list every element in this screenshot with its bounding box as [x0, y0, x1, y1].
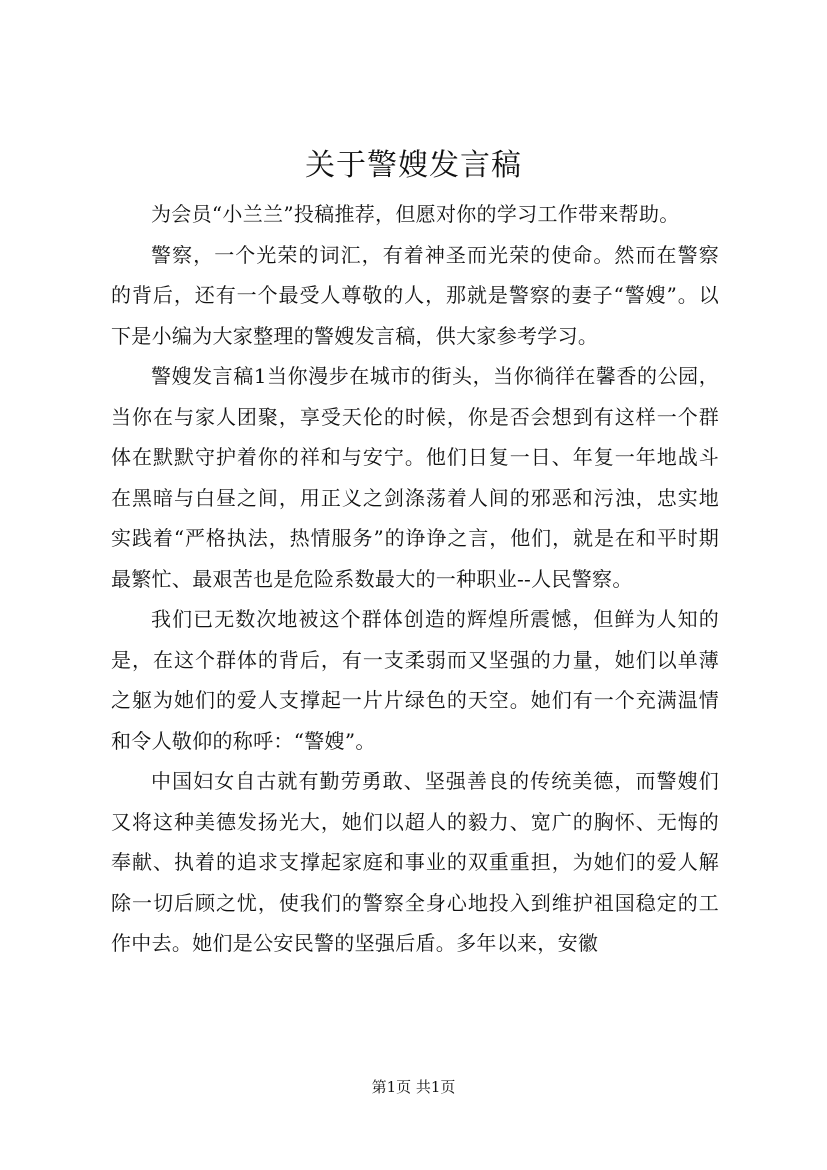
paragraph-women-virtue: 中国妇女自古就有勤劳勇敢、坚强善良的传统美德，而警嫂们又将这种美德发扬光大，她们以超人的毅力、宽广的胸怀、无悔的奉献、执着的追求支撑起家庭和事业的双重重担，为她们的爱人解除一切后顾之忧，使我们的警察全身心地投入到维护祖国稳定的工作中去。她们是公安民警的坚强后盾。多年以来，安徽	[111, 769, 719, 955]
document-body	[111, 194, 719, 964]
paragraph-speech-1: 警嫂发言稿1当你漫步在城市的街头，当你徜徉在馨香的公园，当你在与家人团聚，享受天伦的时候，你是否会想到有这样一个群体在默默守护着你的祥和与安宁。他们日复一日、年复一年地战斗在黑暗与白昼之间，用正义之剑涤荡着人间的邪恶和污浊，忠实地实践着“严格执法，热情服务”的诤诤之言，他们，就是在和平时期最繁忙、最艰苦也是危险系数最大的一种职业--人民警察。	[111, 364, 719, 591]
paragraph-police-intro: 警察，一个光荣的词汇，有着神圣而光荣的使命。然而在警察的背后，还有一个最受人尊敬的人，那就是警察的妻子“警嫂”。以下是小编为大家整理的警嫂发言稿，供大家参考学习。	[111, 242, 719, 348]
page-number-footer: 第1页 共1页	[371, 1078, 456, 1096]
paragraph-intro: 为会员“小兰兰”投稿推荐，但愿对你的学习工作带来帮助。	[151, 202, 680, 226]
paragraph-behind-group: 我们已无数次地被这个群体创造的辉煌所震憾，但鲜为人知的是，在这个群体的背后，有一支柔弱而又坚强的力量，她们以单薄之躯为她们的爱人支撑起一片片绿色的天空。她们有一个充满温情和令人敬仰的称呼：“警嫂”。	[111, 607, 719, 753]
document-title: 关于警嫂发言稿	[305, 148, 522, 183]
